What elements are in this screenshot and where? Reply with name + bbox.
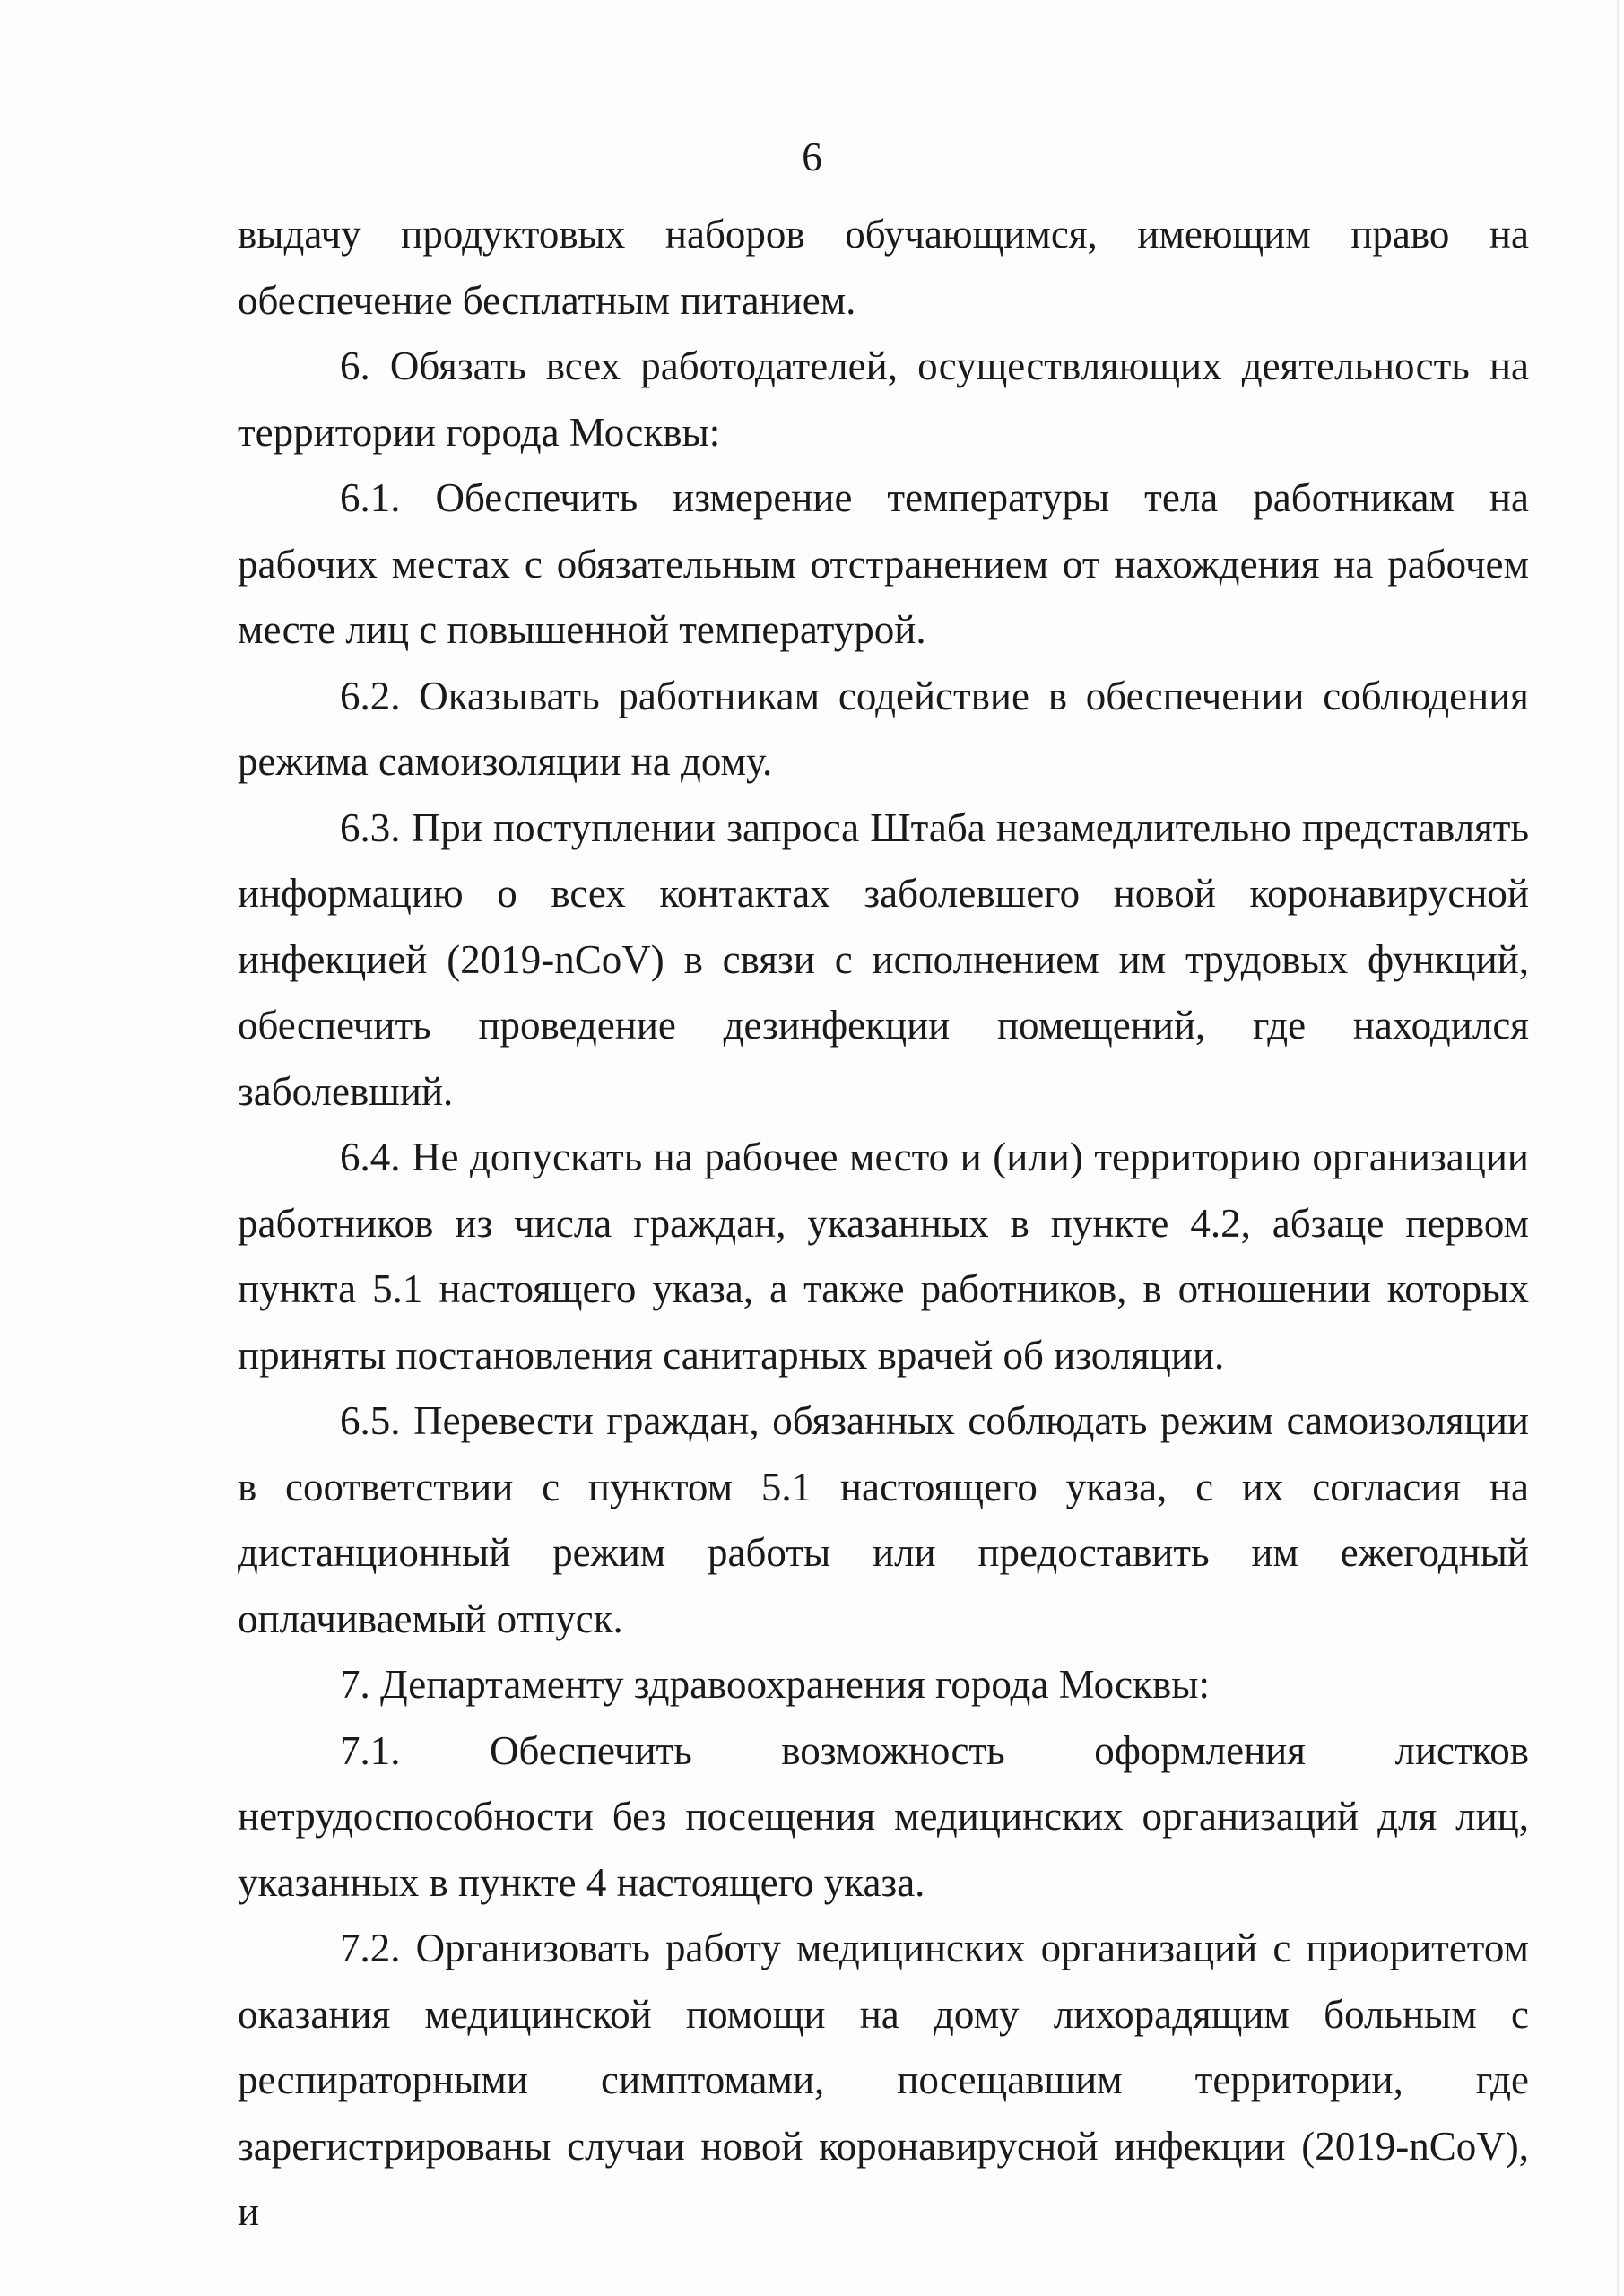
paragraph-item-7-1: 7.1. Обеспечить возможность оформления листков нетрудоспособности без посещения медицинских организаций для лиц, указанных в пункте 4 настоящего указа.	[238, 1727, 1529, 1905]
paragraph-continuation: выдачу продуктовых наборов обучающимся, имеющим право на обеспечение бесплатным питанием.	[238, 212, 1529, 323]
paragraph-item-7-2: 7.2. Организовать работу медицинских организаций с приоритетом оказания медицинской помощи на дому лихорадящим больным с респираторными симптомами, посещавшим территории, где зарегистрированы случаи новой коронавирусной инфекции (2019-nCoV), и	[238, 1926, 1529, 2234]
paragraph-item-6-3: 6.3. При поступлении запроса Штаба незамедлительно представлять информацию о всех контактах заболевшего новой коронавирусной инфекцией (2019-nCoV) в связи с исполнением им трудовых функций, обеспечить проведение дезинфекции помещений, где находился заболевший.	[238, 804, 1529, 1114]
document-body	[238, 202, 1529, 2246]
paragraph-item-6: 6. Обязать всех работодателей, осуществляющих деятельность на территории города Москвы:	[238, 344, 1529, 455]
paragraph-item-6-4: 6.4. Не допускать на рабочее место и (или) территорию организации работников из числа граждан, указанных в пункте 4.2, абзаце первом пункта 5.1 настоящего указа, а также работников, в отношении которых приняты постановления санитарных врачей об изоляции.	[238, 1135, 1529, 1378]
paragraph-item-7: 7. Департаменту здравоохранения города Москвы:	[340, 1662, 1211, 1707]
page-number: 6	[802, 135, 822, 179]
paragraph-item-6-1: 6.1. Обеспечить измерение температуры тела работникам на рабочих местах с обязательным отстранением от нахождения на рабочем месте лиц с повышенной температурой.	[238, 475, 1529, 652]
paragraph-item-6-5: 6.5. Перевести граждан, обязанных соблюдать режим самоизоляции в соответствии с пунктом 5.1 настоящего указа, с их согласия на дистанционный режим работы или предоставить им ежегодный оплачиваемый отпуск.	[238, 1398, 1529, 1641]
paragraph-item-6-2: 6.2. Оказывать работникам содействие в обеспечении соблюдения режима самоизоляции на дому.	[238, 673, 1529, 784]
scan-edge-divider	[1617, 0, 1619, 2296]
